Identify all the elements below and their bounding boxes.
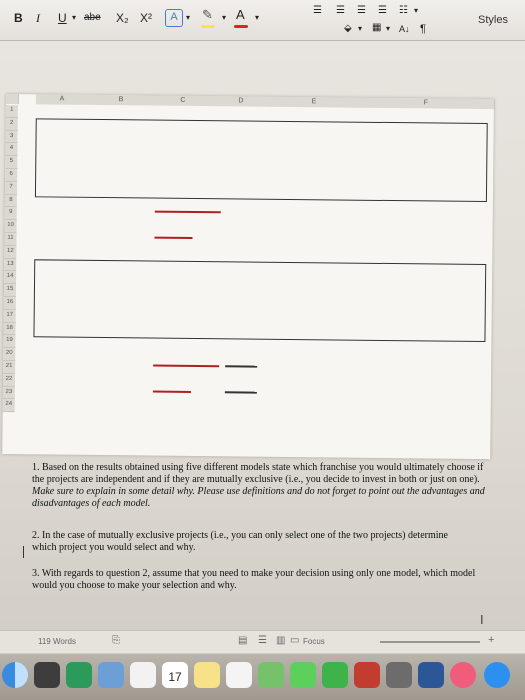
- table-border[interactable]: [35, 118, 488, 202]
- chevron-down-icon[interactable]: ▾: [386, 24, 391, 33]
- mirr-formula[interactable]: [79, 377, 151, 378]
- facetime-icon[interactable]: [322, 662, 348, 688]
- font-color-button[interactable]: A: [236, 7, 245, 22]
- column-header[interactable]: D: [212, 96, 271, 107]
- align-right-icon[interactable]: ☰: [357, 5, 366, 16]
- line-spacing-icon[interactable]: ☷: [399, 5, 408, 16]
- franchise-title[interactable]: [88, 249, 154, 250]
- row-header[interactable]: 1: [6, 105, 18, 118]
- word-count[interactable]: 119 Words: [38, 637, 76, 646]
- discounted-payback-formula[interactable]: [211, 378, 271, 379]
- discounted-payback-label[interactable]: [153, 365, 219, 368]
- payback-label[interactable]: [154, 237, 192, 239]
- question-list: [20, 462, 496, 612]
- chevron-down-icon[interactable]: ▾: [358, 24, 363, 33]
- calendar-day: 17: [168, 670, 182, 684]
- photos-icon[interactable]: [66, 662, 92, 688]
- strikethrough-button[interactable]: abe: [84, 12, 101, 23]
- font-color-bar: [234, 25, 248, 28]
- column-header[interactable]: C: [154, 96, 213, 107]
- layout-icon[interactable]: ▤: [238, 635, 248, 646]
- row-header[interactable]: 20: [3, 348, 15, 361]
- corner-cell[interactable]: [6, 94, 19, 104]
- row-header[interactable]: 13: [4, 259, 16, 272]
- column-header[interactable]: F: [358, 98, 495, 109]
- align-center-icon[interactable]: ☰: [336, 5, 345, 16]
- row-header[interactable]: 16: [4, 297, 16, 310]
- franchise-title[interactable]: [90, 108, 156, 109]
- row-header[interactable]: 6: [5, 169, 17, 182]
- status-bar: [0, 630, 525, 653]
- irr-formula[interactable]: [89, 210, 139, 211]
- sort-button[interactable]: A↓: [399, 24, 410, 34]
- music-icon[interactable]: [450, 662, 476, 688]
- question-3: 3. With regards to question 2, assume that you need to make your decision using only one model, which model would you choose to make your selection and why.: [32, 568, 476, 591]
- zoom-in-icon[interactable]: +: [488, 634, 495, 646]
- row-header[interactable]: 19: [3, 335, 15, 348]
- notes-icon[interactable]: [194, 662, 220, 688]
- table-border[interactable]: [33, 259, 486, 343]
- mail-icon[interactable]: [130, 662, 156, 688]
- row-header[interactable]: 15: [4, 284, 16, 297]
- word-app-icon[interactable]: [418, 662, 444, 688]
- messages-icon[interactable]: [290, 662, 316, 688]
- calendar-icon[interactable]: [162, 662, 188, 688]
- mirr-value[interactable]: [89, 223, 139, 224]
- chevron-down-icon[interactable]: ▾: [414, 6, 419, 15]
- row-header[interactable]: 18: [3, 323, 15, 336]
- row-header[interactable]: 23: [3, 387, 15, 400]
- payback-label[interactable]: [153, 390, 191, 392]
- outline-view-icon[interactable]: ☰: [258, 635, 267, 646]
- borders-icon[interactable]: ▦: [372, 22, 382, 33]
- row-header[interactable]: 21: [3, 361, 15, 374]
- text-effects-icon: A: [170, 11, 178, 23]
- row-header[interactable]: 5: [5, 156, 17, 169]
- row-header[interactable]: 8: [5, 195, 17, 208]
- discounted-payback-label[interactable]: [155, 211, 221, 214]
- chevron-down-icon[interactable]: ▾: [72, 13, 77, 22]
- payback-formula[interactable]: [222, 250, 272, 251]
- row-header[interactable]: 12: [4, 246, 16, 259]
- column-header[interactable]: A: [36, 94, 89, 105]
- row-header[interactable]: 9: [5, 207, 17, 220]
- pilcrow-button[interactable]: ¶: [420, 23, 426, 35]
- italic-button[interactable]: I: [36, 11, 40, 25]
- text-effects-button[interactable]: [165, 9, 183, 27]
- column-header[interactable]: B: [88, 95, 155, 106]
- highlight-color-bar: [201, 25, 215, 28]
- row-header[interactable]: 11: [4, 233, 16, 246]
- proofing-icon[interactable]: ⎘: [112, 635, 120, 646]
- justify-icon[interactable]: ☰: [378, 5, 387, 16]
- discounted-payback-value[interactable]: [225, 365, 257, 367]
- highlight-icon[interactable]: ✎: [202, 7, 213, 22]
- bold-button[interactable]: B: [14, 11, 23, 25]
- question-1-emphasis: Make sure to explain in some detail why. Please use definitions and do not forget to point out the advantages and disadvantages of each model.: [32, 486, 485, 509]
- app-icon[interactable]: [98, 662, 124, 688]
- reminders-icon[interactable]: [226, 662, 252, 688]
- launchpad-icon[interactable]: [34, 662, 60, 688]
- chevron-down-icon[interactable]: ▾: [255, 13, 260, 22]
- maps-icon[interactable]: [258, 662, 284, 688]
- align-left-icon[interactable]: ☰: [313, 5, 321, 16]
- macos-dock: [0, 654, 525, 700]
- focus-button[interactable]: Focus: [303, 637, 325, 646]
- irr-formula[interactable]: [87, 351, 137, 352]
- mirr-formula[interactable]: [79, 236, 149, 237]
- question-2: 2. In the case of mutually exclusive projects (i.e., you can only select one of the two projects) determine which project you would select and why.: [32, 530, 448, 553]
- chevron-down-icon[interactable]: ▾: [222, 13, 227, 22]
- row-header[interactable]: 10: [5, 220, 17, 233]
- payback-formula[interactable]: [221, 404, 271, 405]
- row-header[interactable]: 3: [5, 131, 17, 144]
- superscript-button[interactable]: X²: [140, 11, 152, 25]
- column-header[interactable]: E: [270, 97, 359, 108]
- row-header[interactable]: 22: [3, 374, 15, 387]
- page-view-icon[interactable]: ▥: [276, 635, 286, 646]
- photo-booth-icon[interactable]: [354, 662, 380, 688]
- styles-button[interactable]: Styles: [478, 14, 508, 26]
- mirr-value[interactable]: [87, 364, 137, 365]
- payback-value[interactable]: [225, 391, 257, 393]
- ibeam-cursor-icon: I: [480, 612, 484, 627]
- row-header[interactable]: 4: [5, 143, 17, 156]
- formatting-toolbar: [0, 0, 525, 41]
- underline-button[interactable]: U: [58, 11, 67, 25]
- row-header[interactable]: 7: [5, 182, 17, 195]
- shading-icon[interactable]: ⬙: [344, 23, 352, 34]
- chevron-down-icon[interactable]: ▾: [186, 13, 191, 22]
- spreadsheet-grid: [5, 94, 494, 408]
- row-header[interactable]: 2: [6, 118, 18, 131]
- question-1: [32, 462, 492, 510]
- row-header[interactable]: 17: [4, 310, 16, 323]
- discounted-payback-formula[interactable]: [213, 224, 273, 225]
- focus-icon[interactable]: ▭: [290, 635, 300, 646]
- app-store-icon[interactable]: [484, 662, 510, 688]
- text-cursor: [23, 546, 24, 558]
- zoom-slider[interactable]: [380, 641, 480, 643]
- row-header[interactable]: 24: [3, 399, 15, 412]
- row-header[interactable]: 14: [4, 271, 16, 284]
- question-1-text: 1. Based on the results obtained using five different models state which franchise you would ultimately choose if the projects are independent and if they are mutually exclusive (i.e., you decide to invest in both or just on one).: [32, 462, 484, 485]
- finder-icon[interactable]: [2, 662, 28, 688]
- subscript-button[interactable]: X₂: [116, 11, 129, 25]
- grid-app-icon[interactable]: [386, 662, 412, 688]
- embedded-spreadsheet-image: [2, 94, 494, 459]
